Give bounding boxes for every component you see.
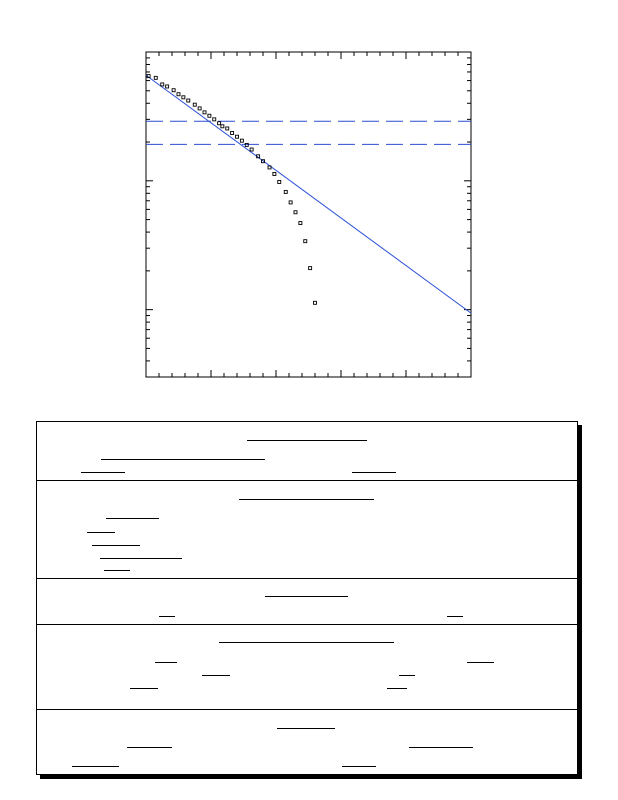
text-line xyxy=(127,747,172,748)
text-line xyxy=(387,688,407,689)
data-point xyxy=(203,111,206,114)
info-section-5 xyxy=(37,709,577,774)
data-point xyxy=(231,132,234,135)
data-point xyxy=(240,139,243,142)
data-point xyxy=(213,118,216,121)
text-line xyxy=(155,662,177,663)
text-line xyxy=(352,472,396,473)
text-line xyxy=(447,616,463,617)
data-point xyxy=(250,148,253,151)
data-point xyxy=(182,96,185,99)
data-point xyxy=(177,93,180,96)
text-line xyxy=(101,459,265,460)
text-line xyxy=(87,532,115,533)
info-panel xyxy=(36,421,578,775)
text-line xyxy=(72,766,119,767)
data-points xyxy=(147,75,316,305)
data-point xyxy=(299,222,302,225)
text-line xyxy=(130,688,158,689)
text-line xyxy=(106,518,159,519)
fit-lines xyxy=(146,75,471,313)
data-point xyxy=(289,201,292,204)
data-point xyxy=(187,99,190,102)
text-line xyxy=(202,675,230,676)
data-point xyxy=(193,103,196,106)
data-point xyxy=(278,180,281,183)
data-point xyxy=(268,166,271,169)
data-point xyxy=(218,122,221,125)
data-point xyxy=(314,301,317,304)
info-section-1 xyxy=(37,422,577,481)
data-point xyxy=(166,85,169,88)
text-line xyxy=(277,728,335,729)
data-point xyxy=(147,75,150,78)
plot-frame xyxy=(146,52,471,377)
text-line xyxy=(159,616,175,617)
axis-ticks xyxy=(146,52,471,377)
text-line xyxy=(342,766,376,767)
info-section-3 xyxy=(37,578,577,625)
text-line xyxy=(265,596,348,597)
data-point xyxy=(161,83,164,86)
data-point xyxy=(284,190,287,193)
text-line xyxy=(409,747,473,748)
fit-line xyxy=(146,75,471,313)
data-point xyxy=(236,135,239,138)
data-point xyxy=(226,127,229,130)
info-section-4 xyxy=(37,624,577,710)
data-point xyxy=(198,107,201,110)
text-line xyxy=(247,440,367,441)
data-point xyxy=(221,125,224,128)
text-line xyxy=(81,472,125,473)
text-line xyxy=(92,545,140,546)
data-point xyxy=(304,240,307,243)
text-line xyxy=(104,570,130,571)
text-line xyxy=(100,558,182,559)
data-point xyxy=(154,76,157,79)
text-line xyxy=(467,662,494,663)
data-point xyxy=(208,114,211,117)
info-section-2 xyxy=(37,480,577,579)
text-line xyxy=(219,642,394,643)
data-point xyxy=(273,172,276,175)
data-point xyxy=(172,89,175,92)
data-point xyxy=(309,267,312,270)
text-line xyxy=(239,499,374,500)
data-point xyxy=(294,211,297,214)
data-point xyxy=(245,143,248,146)
text-line xyxy=(399,675,415,676)
